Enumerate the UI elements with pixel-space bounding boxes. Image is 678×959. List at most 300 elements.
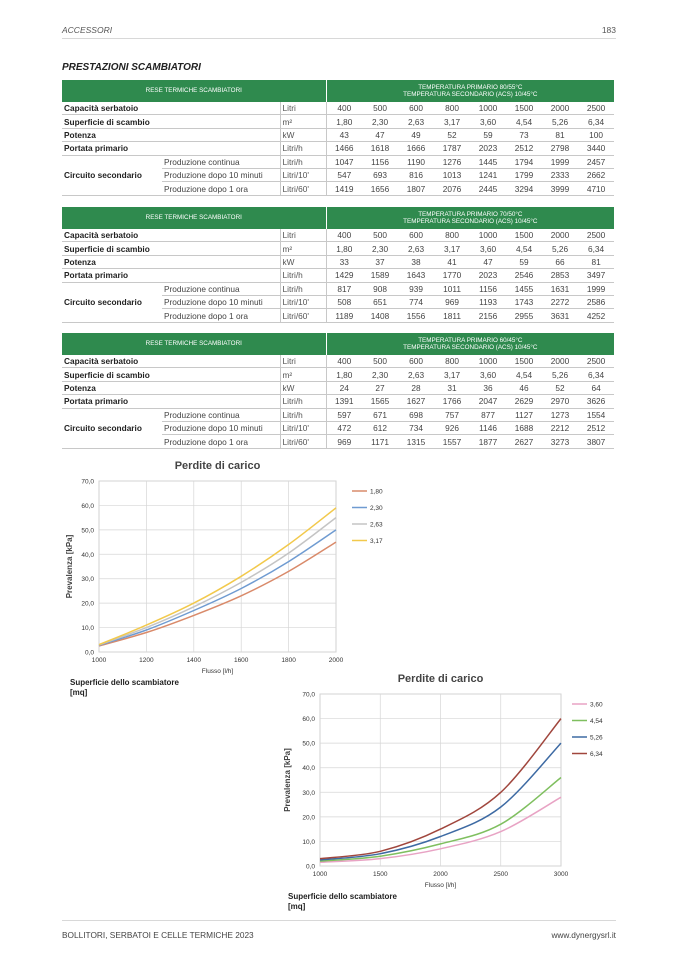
table-header-left: RESE TERMICHE SCAMBIATORI — [62, 333, 326, 355]
table-header-right — [326, 333, 614, 355]
cell-value: 1589 — [362, 269, 398, 282]
y-tick-label: 30,0 — [302, 789, 315, 797]
table-row — [62, 408, 614, 421]
cell-value: 2,63 — [398, 242, 434, 255]
series-line-3,17 — [99, 508, 336, 645]
x-tick-label: 1500 — [373, 871, 388, 878]
row-unit: Litri — [280, 102, 326, 115]
table-row — [62, 368, 614, 381]
row-unit: Litri/h — [280, 282, 326, 295]
cell-value: 1618 — [362, 142, 398, 155]
cell-value: 547 — [326, 168, 362, 181]
cell-value: 1445 — [470, 155, 506, 168]
cell-value: 3,60 — [470, 242, 506, 255]
cell-value: 3440 — [578, 142, 614, 155]
cell-value: 1656 — [362, 182, 398, 195]
cell-value: 1273 — [542, 408, 578, 421]
cell-value: 2955 — [506, 309, 542, 322]
cell-value: 28 — [398, 381, 434, 394]
y-axis-label: Prevalenza [kPa] — [283, 748, 292, 812]
x-axis-label: Flusso [l/h] — [424, 882, 457, 889]
cell-value: 1554 — [578, 408, 614, 421]
cell-value: 2212 — [542, 421, 578, 434]
cell-value: 2500 — [578, 229, 614, 242]
cell-value: 969 — [326, 435, 362, 448]
cell-value: 1556 — [398, 309, 434, 322]
cell-value: 1193 — [470, 295, 506, 308]
chart-1-svg — [62, 455, 402, 700]
cell-value: 4,54 — [506, 242, 542, 255]
legend-label: 6,34 — [590, 750, 603, 758]
cell-value: 597 — [326, 408, 362, 421]
row-label: Produzione dopo 10 minuti — [162, 168, 280, 181]
table-header — [62, 207, 614, 229]
cell-value: 1643 — [398, 269, 434, 282]
x-tick-label: 1000 — [91, 657, 107, 664]
group-label: Circuito secondario — [62, 282, 162, 322]
row-label: Potenza — [62, 128, 280, 141]
legend-label: 4,54 — [590, 717, 603, 725]
series-line-2,63 — [99, 518, 336, 645]
table-header — [62, 80, 614, 102]
row-unit: m² — [280, 368, 326, 381]
cell-value: 693 — [362, 168, 398, 181]
legend-title: [mq] — [288, 902, 306, 911]
cell-value: 1408 — [362, 309, 398, 322]
cell-value: 1666 — [398, 142, 434, 155]
chart-title: Perdite di carico — [174, 460, 261, 472]
y-axis-label: Prevalenza [kPa] — [65, 534, 74, 599]
cell-value: 2457 — [578, 155, 614, 168]
group-label: Circuito secondario — [62, 155, 162, 195]
secondary-temperature: TEMPERATURA SECONDARIO (ACS) 10/45°C — [403, 218, 538, 225]
footer-website: www.dynergysrl.it — [551, 930, 616, 940]
row-label: Produzione dopo 1 ora — [162, 435, 280, 448]
cell-value: 1047 — [326, 155, 362, 168]
row-label: Capacità serbatoio — [62, 229, 280, 242]
row-label: Produzione dopo 10 minuti — [162, 295, 280, 308]
cell-value: 1688 — [506, 421, 542, 434]
cell-value: 5,26 — [542, 368, 578, 381]
cell-value: 27 — [362, 381, 398, 394]
legend-label: 5,26 — [590, 734, 603, 742]
cell-value: 5,26 — [542, 242, 578, 255]
cell-value: 1171 — [362, 435, 398, 448]
cell-value: 52 — [434, 128, 470, 141]
y-tick-label: 0,0 — [84, 649, 94, 657]
cell-value: 1565 — [362, 395, 398, 408]
cell-value: 800 — [434, 102, 470, 115]
cell-value: 2000 — [542, 102, 578, 115]
cell-value: 46 — [506, 381, 542, 394]
cell-value: 1000 — [470, 229, 506, 242]
cell-value: 37 — [362, 255, 398, 268]
table-row — [62, 395, 614, 408]
legend-label: 2,30 — [370, 504, 383, 512]
cell-value: 2586 — [578, 295, 614, 308]
cell-value: 59 — [470, 128, 506, 141]
primary-temperature: TEMPERATURA PRIMARIO 70/50°C — [418, 210, 523, 218]
cell-value: 1807 — [398, 182, 434, 195]
header-section: ACCESSORI — [62, 25, 113, 35]
table-header-left: RESE TERMICHE SCAMBIATORI — [62, 207, 326, 229]
cell-value: 6,34 — [578, 368, 614, 381]
cell-value: 1557 — [434, 435, 470, 448]
cell-value: 500 — [362, 229, 398, 242]
cell-value: 49 — [398, 128, 434, 141]
cell-value: 2629 — [506, 395, 542, 408]
cell-value: 47 — [362, 128, 398, 141]
table-row — [62, 381, 614, 394]
cell-value: 1000 — [470, 102, 506, 115]
cell-value: 2546 — [506, 269, 542, 282]
cell-value: 1627 — [398, 395, 434, 408]
table-row — [62, 102, 614, 115]
performance-table — [62, 80, 614, 196]
cell-value: 1000 — [470, 355, 506, 368]
legend-label: 2,63 — [370, 521, 383, 529]
cell-value: 1500 — [506, 229, 542, 242]
section-title: PRESTAZIONI SCAMBIATORI — [62, 62, 201, 73]
table-header-right — [326, 80, 614, 102]
row-label: Portata primario — [62, 395, 280, 408]
cell-value: 1146 — [470, 421, 506, 434]
cell-value: 64 — [578, 381, 614, 394]
chart-pressure-loss-1 — [62, 455, 402, 700]
cell-value: 47 — [470, 255, 506, 268]
cell-value: 2,30 — [362, 368, 398, 381]
table-row — [62, 128, 614, 141]
cell-value: 3631 — [542, 309, 578, 322]
cell-value: 800 — [434, 355, 470, 368]
cell-value: 757 — [434, 408, 470, 421]
cell-value: 2,63 — [398, 115, 434, 128]
cell-value: 2000 — [542, 355, 578, 368]
cell-value: 3,17 — [434, 242, 470, 255]
cell-value: 1631 — [542, 282, 578, 295]
cell-value: 2000 — [542, 229, 578, 242]
x-tick-label: 1200 — [139, 657, 154, 664]
cell-value: 2,30 — [362, 242, 398, 255]
cell-value: 1127 — [506, 408, 542, 421]
table-header — [62, 333, 614, 355]
row-label: Superficie di scambio — [62, 368, 280, 381]
cell-value: 2970 — [542, 395, 578, 408]
footer-catalog-title: BOLLITORI, SERBATOI E CELLE TERMICHE 2023 — [62, 930, 254, 940]
table-row — [62, 242, 614, 255]
cell-value: 1,80 — [326, 242, 362, 255]
cell-value: 1189 — [326, 309, 362, 322]
row-label: Produzione continua — [162, 155, 280, 168]
row-label: Produzione dopo 1 ora — [162, 309, 280, 322]
cell-value: 400 — [326, 355, 362, 368]
cell-value: 100 — [578, 128, 614, 141]
cell-value: 1391 — [326, 395, 362, 408]
row-label: Capacità serbatoio — [62, 355, 280, 368]
cell-value: 2076 — [434, 182, 470, 195]
row-label: Potenza — [62, 255, 280, 268]
legend-title: Superficie dello scambiatore — [70, 678, 179, 687]
cell-value: 1811 — [434, 309, 470, 322]
cell-value: 59 — [506, 255, 542, 268]
page-footer — [62, 920, 616, 947]
legend-label: 1,80 — [370, 488, 383, 496]
y-tick-label: 50,0 — [302, 740, 315, 748]
cell-value: 81 — [542, 128, 578, 141]
table-row — [62, 142, 614, 155]
y-tick-label: 20,0 — [81, 600, 94, 608]
cell-value: 2023 — [470, 142, 506, 155]
cell-value: 472 — [326, 421, 362, 434]
cell-value: 1999 — [542, 155, 578, 168]
x-tick-label: 1800 — [281, 657, 296, 664]
cell-value: 3294 — [506, 182, 542, 195]
cell-value: 24 — [326, 381, 362, 394]
row-unit: kW — [280, 381, 326, 394]
performance-table — [62, 333, 614, 449]
chart-title: Perdite di carico — [397, 673, 484, 685]
cell-value: 2,63 — [398, 368, 434, 381]
table-header-right — [326, 207, 614, 229]
cell-value: 1315 — [398, 435, 434, 448]
performance-table — [62, 207, 614, 323]
row-unit: m² — [280, 115, 326, 128]
x-tick-label: 1600 — [233, 657, 249, 664]
cell-value: 800 — [434, 229, 470, 242]
cell-value: 3273 — [542, 435, 578, 448]
row-unit: Litri/h — [280, 142, 326, 155]
cell-value: 31 — [434, 381, 470, 394]
table-row — [62, 229, 614, 242]
cell-value: 2156 — [470, 309, 506, 322]
row-unit: Litri/h — [280, 155, 326, 168]
cell-value: 6,34 — [578, 242, 614, 255]
secondary-temperature: TEMPERATURA SECONDARIO (ACS) 10/45°C — [403, 91, 538, 98]
cell-value: 2512 — [578, 421, 614, 434]
cell-value: 3,17 — [434, 115, 470, 128]
cell-value: 1013 — [434, 168, 470, 181]
plot-area — [99, 481, 336, 652]
cell-value: 4,54 — [506, 368, 542, 381]
cell-value: 36 — [470, 381, 506, 394]
cell-value: 1011 — [434, 282, 470, 295]
page-number: 183 — [601, 25, 616, 35]
cell-value: 5,26 — [542, 115, 578, 128]
row-unit: Litri — [280, 229, 326, 242]
cell-value: 1156 — [470, 282, 506, 295]
cell-value: 1799 — [506, 168, 542, 181]
table-row — [62, 155, 614, 168]
cell-value: 816 — [398, 168, 434, 181]
page-header — [62, 22, 616, 39]
cell-value: 400 — [326, 102, 362, 115]
cell-value: 3,17 — [434, 368, 470, 381]
cell-value: 3626 — [578, 395, 614, 408]
row-label: Potenza — [62, 381, 280, 394]
cell-value: 734 — [398, 421, 434, 434]
cell-value: 2333 — [542, 168, 578, 181]
chart-pressure-loss-2 — [280, 668, 620, 913]
row-unit: Litri/h — [280, 269, 326, 282]
cell-value: 1999 — [578, 282, 614, 295]
cell-value: 2445 — [470, 182, 506, 195]
cell-value: 600 — [398, 229, 434, 242]
x-axis-label: Flusso [l/h] — [201, 668, 234, 675]
legend-label: 3,17 — [370, 537, 383, 545]
cell-value: 2047 — [470, 395, 506, 408]
row-unit: Litri/60' — [280, 435, 326, 448]
x-tick-label: 1000 — [312, 871, 328, 878]
cell-value: 500 — [362, 102, 398, 115]
cell-value: 1787 — [434, 142, 470, 155]
cell-value: 3,60 — [470, 115, 506, 128]
cell-value: 3,60 — [470, 368, 506, 381]
cell-value: 1,80 — [326, 368, 362, 381]
cell-value: 651 — [362, 295, 398, 308]
cell-value: 2662 — [578, 168, 614, 181]
row-unit: kW — [280, 255, 326, 268]
x-tick-label: 1400 — [186, 657, 202, 664]
cell-value: 2272 — [542, 295, 578, 308]
cell-value: 73 — [506, 128, 542, 141]
x-tick-label: 3000 — [553, 871, 569, 878]
cell-value: 1,80 — [326, 115, 362, 128]
cell-value: 908 — [362, 282, 398, 295]
cell-value: 3999 — [542, 182, 578, 195]
row-label: Produzione dopo 10 minuti — [162, 421, 280, 434]
cell-value: 38 — [398, 255, 434, 268]
y-tick-label: 20,0 — [302, 814, 315, 822]
row-unit: Litri/h — [280, 395, 326, 408]
legend-label: 3,60 — [590, 701, 603, 709]
x-tick-label: 2500 — [493, 871, 508, 878]
cell-value: 1500 — [506, 355, 542, 368]
cell-value: 969 — [434, 295, 470, 308]
cell-value: 2023 — [470, 269, 506, 282]
cell-value: 1877 — [470, 435, 506, 448]
series-line-2,30 — [99, 530, 336, 646]
cell-value: 400 — [326, 229, 362, 242]
cell-value: 4,54 — [506, 115, 542, 128]
row-unit: Litri/60' — [280, 309, 326, 322]
cell-value: 600 — [398, 355, 434, 368]
cell-value: 66 — [542, 255, 578, 268]
cell-value: 1455 — [506, 282, 542, 295]
cell-value: 1766 — [434, 395, 470, 408]
cell-value: 774 — [398, 295, 434, 308]
row-label: Produzione dopo 1 ora — [162, 182, 280, 195]
cell-value: 1466 — [326, 142, 362, 155]
y-tick-label: 60,0 — [302, 716, 315, 724]
cell-value: 1794 — [506, 155, 542, 168]
row-unit: Litri/10' — [280, 168, 326, 181]
cell-value: 41 — [434, 255, 470, 268]
cell-value: 2500 — [578, 102, 614, 115]
cell-value: 508 — [326, 295, 362, 308]
cell-value: 1500 — [506, 102, 542, 115]
cell-value: 1429 — [326, 269, 362, 282]
secondary-temperature: TEMPERATURA SECONDARIO (ACS) 10/45°C — [403, 344, 538, 351]
y-tick-label: 50,0 — [81, 527, 94, 535]
chart-2-svg — [280, 668, 620, 913]
cell-value: 1190 — [398, 155, 434, 168]
table-row — [62, 269, 614, 282]
group-label: Circuito secondario — [62, 408, 162, 448]
y-tick-label: 30,0 — [81, 576, 94, 584]
table-header-left: RESE TERMICHE SCAMBIATORI — [62, 80, 326, 102]
cell-value: 2,30 — [362, 115, 398, 128]
cell-value: 1770 — [434, 269, 470, 282]
row-label: Portata primario — [62, 269, 280, 282]
legend-title: Superficie dello scambiatore — [288, 892, 397, 901]
cell-value: 52 — [542, 381, 578, 394]
cell-value: 698 — [398, 408, 434, 421]
cell-value: 6,34 — [578, 115, 614, 128]
row-unit: Litri/h — [280, 408, 326, 421]
row-label: Capacità serbatoio — [62, 102, 280, 115]
cell-value: 81 — [578, 255, 614, 268]
row-unit: Litri — [280, 355, 326, 368]
y-tick-label: 40,0 — [81, 551, 94, 559]
cell-value: 1419 — [326, 182, 362, 195]
y-tick-label: 10,0 — [81, 625, 94, 633]
table-row — [62, 282, 614, 295]
row-unit: kW — [280, 128, 326, 141]
cell-value: 4252 — [578, 309, 614, 322]
cell-value: 817 — [326, 282, 362, 295]
cell-value: 2627 — [506, 435, 542, 448]
cell-value: 1276 — [434, 155, 470, 168]
cell-value: 600 — [398, 102, 434, 115]
cell-value: 1743 — [506, 295, 542, 308]
cell-value: 1241 — [470, 168, 506, 181]
row-label: Superficie di scambio — [62, 242, 280, 255]
y-tick-label: 40,0 — [302, 765, 315, 773]
row-unit: Litri/10' — [280, 421, 326, 434]
y-tick-label: 70,0 — [302, 691, 315, 699]
cell-value: 2853 — [542, 269, 578, 282]
row-label: Produzione continua — [162, 282, 280, 295]
primary-temperature: TEMPERATURA PRIMARIO 60/45°C — [418, 336, 523, 344]
row-label: Superficie di scambio — [62, 115, 280, 128]
cell-value: 2798 — [542, 142, 578, 155]
y-tick-label: 70,0 — [81, 478, 94, 486]
table-row — [62, 255, 614, 268]
cell-value: 671 — [362, 408, 398, 421]
y-tick-label: 10,0 — [302, 838, 315, 846]
cell-value: 33 — [326, 255, 362, 268]
legend-title: [mq] — [70, 688, 88, 697]
cell-value: 1156 — [362, 155, 398, 168]
row-label: Produzione continua — [162, 408, 280, 421]
table-row — [62, 355, 614, 368]
cell-value: 2512 — [506, 142, 542, 155]
cell-value: 3497 — [578, 269, 614, 282]
y-tick-label: 60,0 — [81, 502, 94, 510]
table-row — [62, 115, 614, 128]
y-tick-label: 0,0 — [305, 863, 315, 871]
row-unit: Litri/60' — [280, 182, 326, 195]
cell-value: 3807 — [578, 435, 614, 448]
cell-value: 926 — [434, 421, 470, 434]
row-unit: Litri/10' — [280, 295, 326, 308]
cell-value: 2500 — [578, 355, 614, 368]
row-label: Portata primario — [62, 142, 280, 155]
row-unit: m² — [280, 242, 326, 255]
cell-value: 43 — [326, 128, 362, 141]
x-tick-label: 2000 — [433, 871, 448, 878]
cell-value: 500 — [362, 355, 398, 368]
